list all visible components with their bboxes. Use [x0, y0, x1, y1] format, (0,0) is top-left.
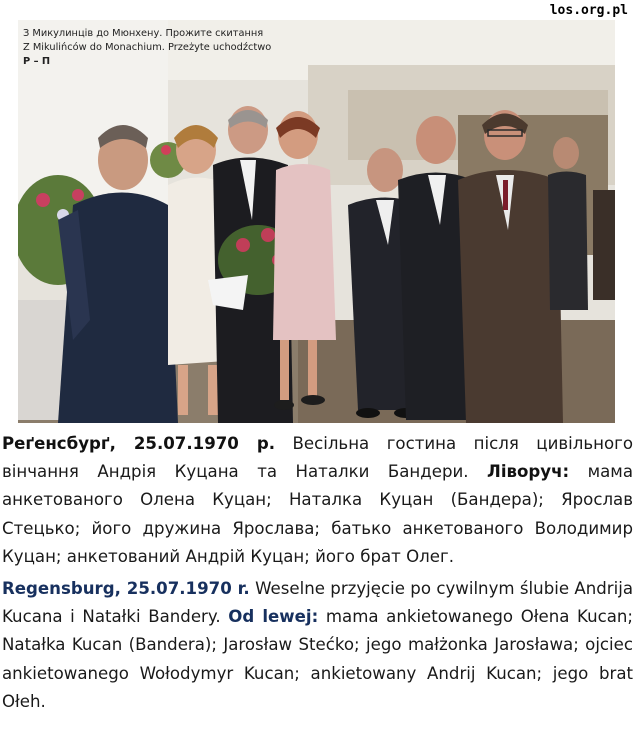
caption-ua-names: мама анкетованого Олена Куцан; Наталка Куцан (Бандера); Ярослав Стецько; його дружина Ярослава; батько анкетованого Володимир Куцан; анкетований Андрій Куцан; його брат Олег. [2, 462, 633, 566]
caption-pl-from-left-label: Od lewej: [228, 607, 319, 627]
caption-ua-place-date: Реґенсбурґ, 25.07.1970 р. [2, 434, 276, 453]
photo-illustration [18, 20, 615, 423]
caption-block [0, 430, 635, 720]
caption-ukrainian [0, 430, 635, 571]
overlay-credit: Р – П [23, 56, 51, 67]
site-watermark: los.org.pl [549, 3, 628, 18]
wedding-photo [18, 20, 615, 423]
caption-pl-text: Weselne przyjęcie po cywilnym ślubie Andrija Kucana i Natałki Bandery. [2, 579, 634, 627]
photo-overlay-caption [23, 27, 271, 69]
caption-pl-names: mama ankietowanego Ołena Kucan; Natałka Kucan (Bandera); Jarosław Stećko; jego małżonka Jarosława; ojciec ankietowanego Wołodymyr Kucan; ankietowany Andrij Kucan; jego brat Ołeh. [2, 607, 633, 711]
caption-pl-place-date: Regensburg, 25.07.1970 r. [2, 579, 250, 599]
overlay-caption-ua: З Микулинців до Мюнхену. Прожите скитання [23, 28, 264, 39]
caption-ua-from-left-label: Ліворуч: [487, 462, 570, 482]
overlay-caption-pl: Z Mikulińców do Monachium. Przeżyte uchodźctwo [23, 42, 272, 53]
caption-ua-text: Весільна гостина після цивільного вінчання Андрія Куцана та Наталки Бандери. [2, 434, 634, 482]
caption-polish [0, 575, 635, 716]
